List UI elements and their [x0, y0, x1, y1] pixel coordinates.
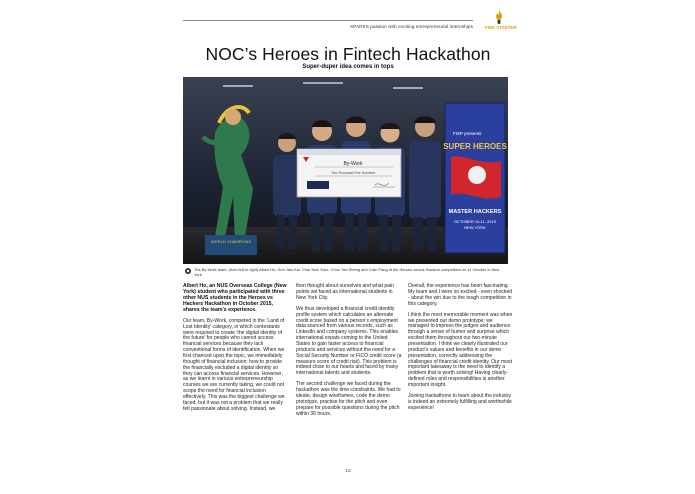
article-column-1	[183, 284, 289, 418]
column-2-paragraph-1: then thought about ourselves and what pain points we faced as international students in New York City.	[296, 283, 394, 301]
article-column-3	[408, 284, 514, 417]
logo-text: FIRE STARTER	[485, 25, 517, 30]
article-column-2	[296, 284, 402, 423]
cheque-payee: By-Work	[343, 161, 363, 167]
banner-title: SUPER HEROES	[443, 142, 507, 151]
banner-brand: FISP presents	[453, 131, 482, 136]
article-lead: Albert Ho, an NUS Overseas College (New York) student who participated with three other NUS students in the Heroes vs Hackers Hackathon in October 2015, shares the team’s experience.	[183, 283, 287, 313]
page-number: 13	[345, 469, 351, 474]
flame-icon	[494, 10, 504, 24]
column-2-paragraph-3: The second challenge we faced during the hackathon was the time constraints. We had to ideate, design wireframes, code the demo prototype, practise for the pitch and even prepare for possible questions during the pitch within 36 hours.	[296, 381, 401, 417]
team-photo-illustration	[183, 77, 508, 264]
fire-starter-logo	[485, 10, 517, 36]
giant-cheque	[297, 149, 401, 197]
camera-icon	[185, 268, 191, 274]
article-subtitle: Super-duper idea comes in tops	[302, 64, 394, 70]
header-tagline: SPARKS passion with exciting entrepreneurial internships	[350, 24, 473, 29]
column-3-paragraph-2: I think the most memorable moment was when we presented our demo prototype; we managed to impress the judges and audience through a sense of humor and surprise which excited them throughout our two-minute presentation. I think we clearly illustrated our product’s values and benefits in our demo presentation, correctly addressing the challenges of financial credit identity. Our most important takeaway is the need to identify a problem that is worth solving! Having clearly-defined roles and responsibilities is another important insight.	[408, 311, 513, 388]
column-2-paragraph-2: We thus developed a financial credit identity profile system which calculates an alternate credit score based on a person’s employment data sourced from various records, such as LinkedIn and company systems. This enables international expats coming to the United States to gain faster access to financial products and services without the need for a Social Security Number or FICO credit score (a measure score of credit risk). This problem is indeed close to our hearts and faced by many international talents and students.	[296, 305, 402, 377]
banner-city: NEW YORK	[464, 225, 486, 230]
article-title: NOC’s Heroes in Fintech Hackathon	[205, 44, 491, 64]
header-rule	[183, 20, 473, 21]
standee-label: WORLD CHAMPIONS	[210, 239, 252, 244]
cheque-amount: Two Thousand Five Hundred	[331, 171, 375, 175]
caption-text: The By-Work team, (from left to right) Albert Ho, Goh Jian Kai, Chia Teck Yuke, Choo Yan Sheng and Colin Pang at the Heroes versus Hackers competition on 11 October in New York.	[194, 267, 500, 277]
column-3-paragraph-1: Overall, the experience has been fascinating. My team and I were so excited - even shocked - about the win due to the tough competition in this category.	[408, 283, 513, 307]
column-3-paragraph-3: Joining hackathons to learn about the industry is indeed an extremely fulfilling and worthwhile experience!	[408, 393, 512, 411]
column-1-paragraph-1: Our team, By-Work, competed in the ‘Land of Lost Identity’ category, in which contestants were required to create ‘the digital identity of the future’ for people who cannot access financial services because they lack conventional forms of identification. When we first chanced upon the topic, we immediately thought of financial inclusion: how to provide the financially excluded a digital identity so they can access financial services. However, as we learnt in various entrepreneurship courses we are currently taking, we could not scope the need for financial inclusion effectively. This was the biggest challenge we faced, but it was not a problem that we really felt passionate about solving. Instead, we	[183, 317, 285, 412]
banner-subtitle: MASTER HACKERS	[448, 209, 502, 215]
team-photo	[183, 77, 508, 264]
event-banner	[443, 103, 507, 253]
banner-dates: OCTOBER 10-11, 2015	[454, 219, 496, 224]
